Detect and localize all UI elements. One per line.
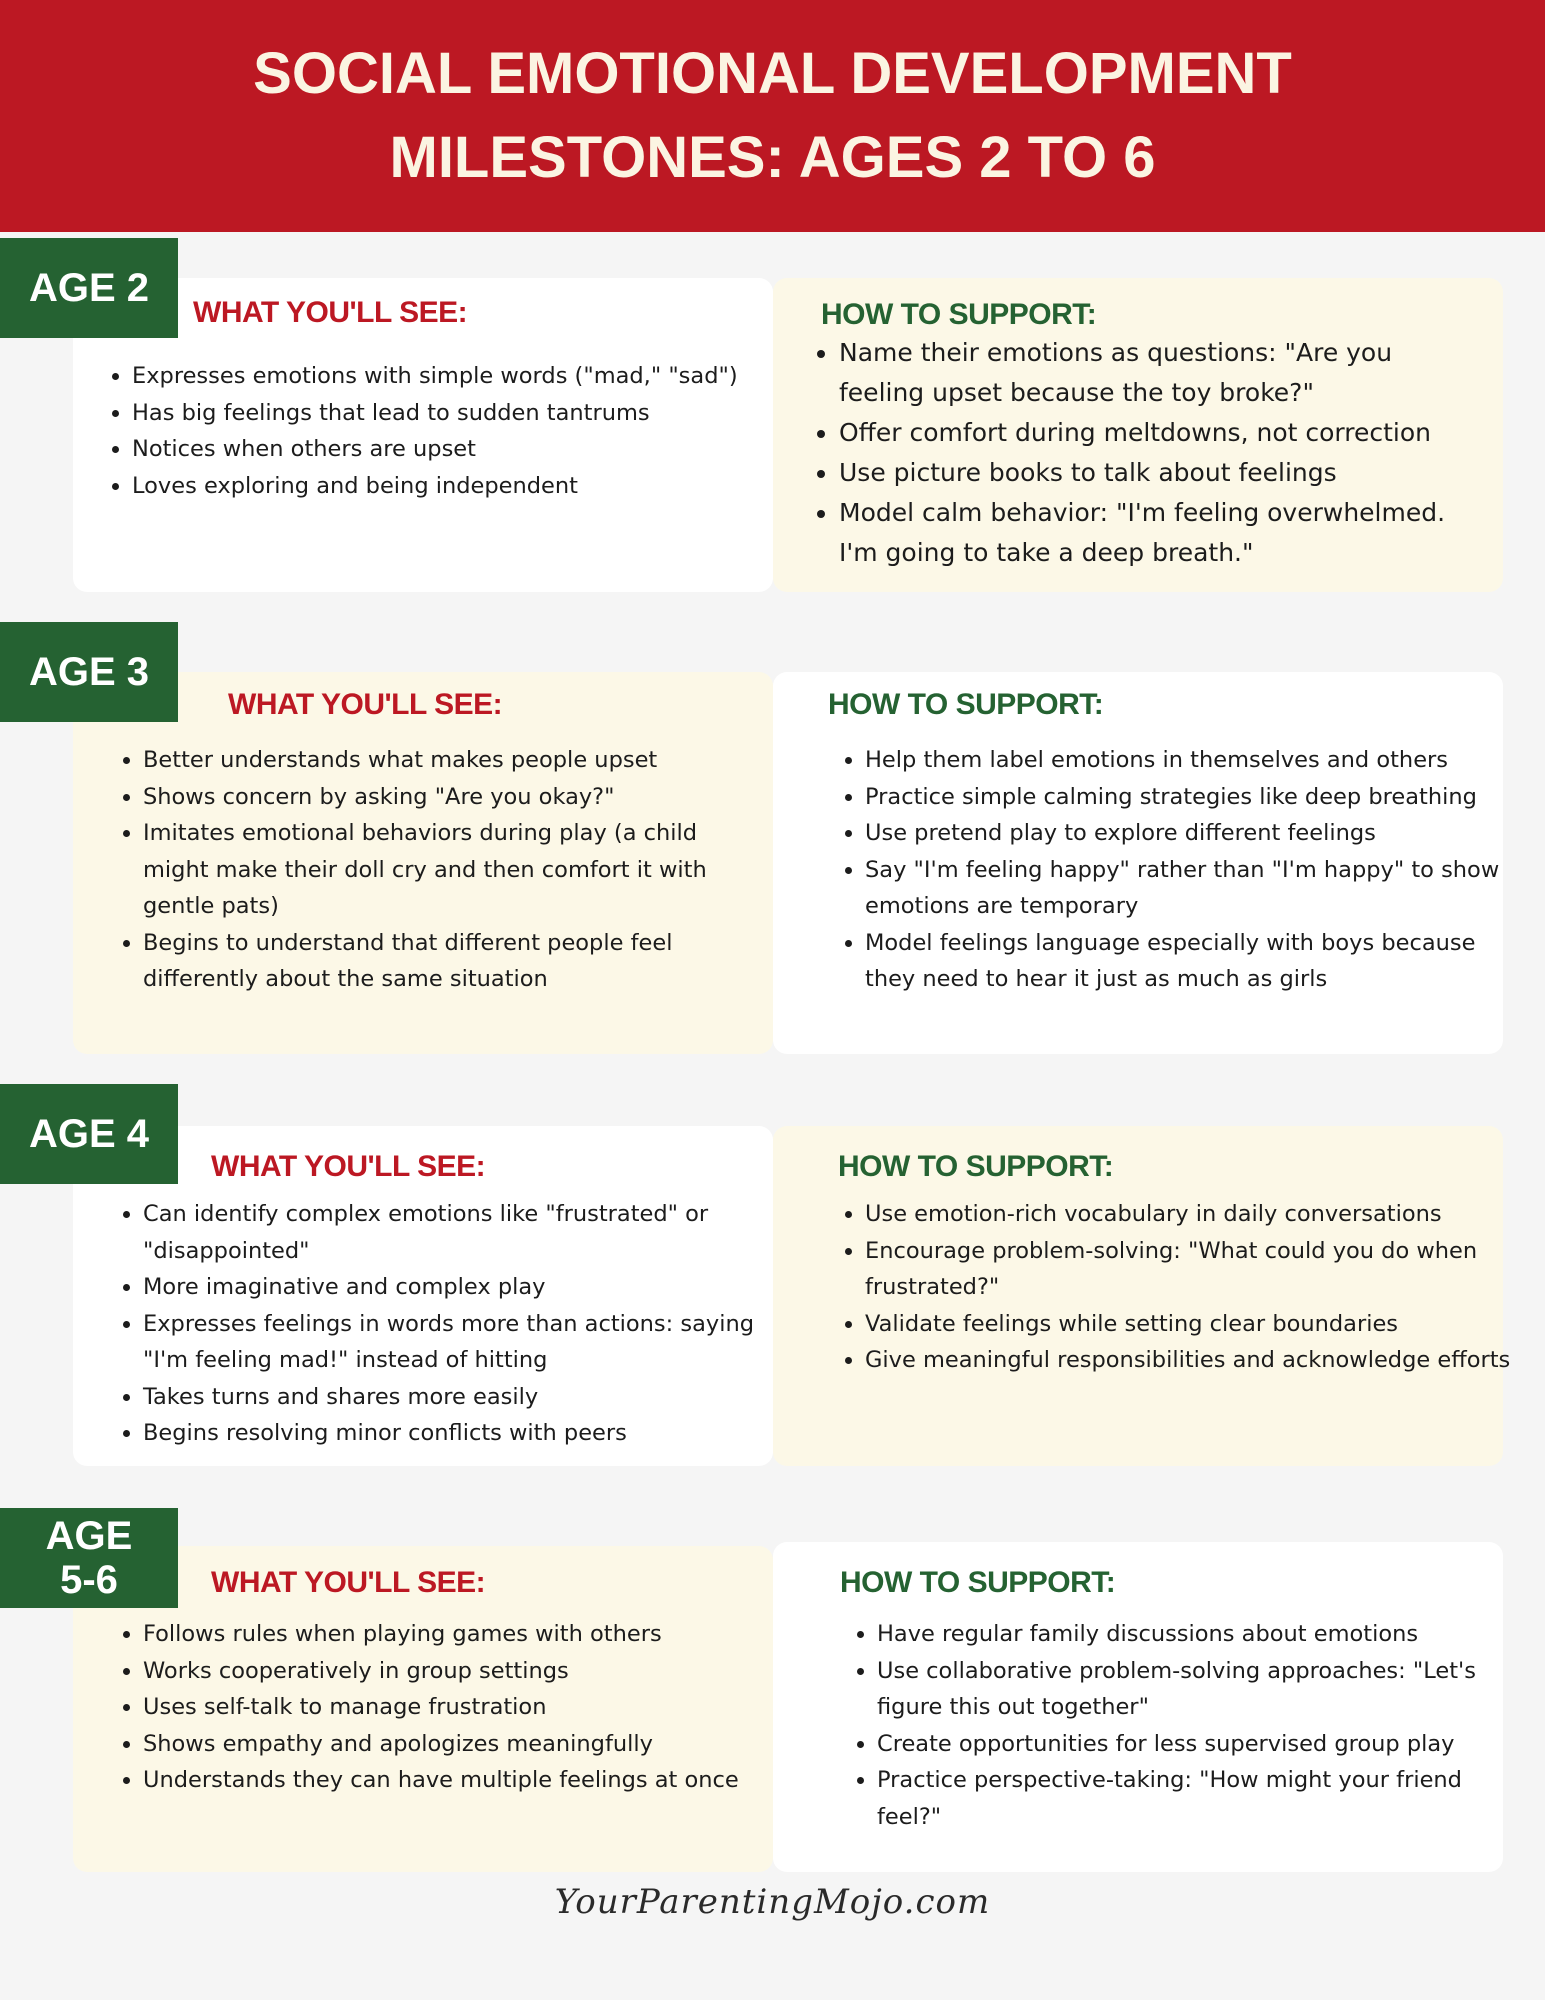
list-item: • Works cooperatively in group settings	[143, 1653, 763, 1690]
age-3-see-list	[113, 742, 763, 998]
list-item: • Say "I'm feeling happy" rather than "I'm happy" to show emotions are temporary	[865, 852, 1515, 925]
age-4-support-list	[835, 1196, 1515, 1379]
list-item: • Name their emotions as questions: "Are you feeling upset because the toy broke?"	[839, 333, 1479, 413]
list-item: • Begins resolving minor conflicts with peers	[143, 1415, 773, 1452]
list-item: • Create opportunities for less supervised group play	[877, 1726, 1507, 1763]
list-item: • Model calm behavior: "I'm feeling overwhelmed. I'm going to take a deep breath."	[839, 493, 1479, 573]
list-item: • Use pretend play to explore different feelings	[865, 815, 1515, 852]
list-item: • Use collaborative problem-solving approaches: "Let's figure this out together"	[877, 1653, 1507, 1726]
age-5-6-see-list	[113, 1616, 763, 1799]
age-5-6-support-list	[847, 1616, 1507, 1835]
list-item: • Better understands what makes people upset	[143, 742, 763, 779]
age-2-see-panel	[73, 278, 773, 592]
list-item: • Practice perspective-taking: "How might your friend feel?"	[877, 1762, 1507, 1835]
age-3-see-panel	[73, 672, 773, 1054]
list-item: • Loves exploring and being independent	[132, 468, 762, 505]
age-4-see-list	[113, 1196, 773, 1452]
age-4-support-heading: HOW TO SUPPORT:	[838, 1150, 1114, 1183]
age-tab-5-6	[0, 1508, 178, 1608]
page-title-line-1: SOCIAL EMOTIONAL DEVELOPMENT	[253, 41, 1292, 106]
list-item: • Shows concern by asking "Are you okay?"	[143, 779, 763, 816]
age-tab-label: AGE 5-6	[45, 1514, 133, 1602]
page-header	[0, 0, 1545, 232]
list-item: • Notices when others are upset	[132, 431, 762, 468]
list-item: • Understands they can have multiple feelings at once	[143, 1762, 763, 1799]
list-item: • Model feelings language especially with boys because they need to hear it just as much as girls	[865, 925, 1515, 998]
age-5-6-support-heading: HOW TO SUPPORT:	[840, 1566, 1116, 1599]
age-3-support-panel	[773, 672, 1503, 1054]
age-2-see-heading: WHAT YOU'LL SEE:	[193, 296, 468, 329]
list-item: • Takes turns and shares more easily	[143, 1379, 773, 1416]
list-item: • Have regular family discussions about emotions	[877, 1616, 1507, 1653]
footer-brand: YourParentingMojo.com	[554, 1882, 991, 1922]
list-item: • Expresses feelings in words more than actions: saying "I'm feeling mad!" instead of hitting	[143, 1306, 773, 1379]
list-item: • Imitates emotional behaviors during play (a child might make their doll cry and then comfort it with gentle pats)	[143, 815, 763, 925]
age-3-support-heading: HOW TO SUPPORT:	[828, 688, 1104, 721]
list-item: • Encourage problem-solving: "What could you do when frustrated?"	[865, 1233, 1515, 1306]
list-item: • Can identify complex emotions like "frustrated" or "disappointed"	[143, 1196, 773, 1269]
list-item: • Shows empathy and apologizes meaningfully	[143, 1726, 763, 1763]
list-item: • Offer comfort during meltdowns, not correction	[839, 413, 1479, 453]
age-2-support-heading: HOW TO SUPPORT:	[821, 298, 1097, 331]
age-5-6-see-panel	[73, 1546, 773, 1872]
list-item: • Expresses emotions with simple words ("mad," "sad")	[132, 358, 762, 395]
age-tab-3: AGE 3	[0, 622, 178, 722]
age-2-support-panel	[773, 278, 1503, 592]
list-item: • Follows rules when playing games with others	[143, 1616, 763, 1653]
list-item: • Begins to understand that different people feel differently about the same situation	[143, 925, 763, 998]
age-2-support-list	[809, 333, 1479, 573]
list-item: • Practice simple calming strategies like deep breathing	[865, 779, 1515, 816]
list-item: • Help them label emotions in themselves and others	[865, 742, 1515, 779]
list-item: • Give meaningful responsibilities and acknowledge efforts	[865, 1342, 1515, 1379]
age-5-6-support-panel	[773, 1542, 1503, 1872]
age-3-see-heading: WHAT YOU'LL SEE:	[228, 688, 503, 721]
list-item: • Uses self-talk to manage frustration	[143, 1689, 763, 1726]
age-4-see-heading: WHAT YOU'LL SEE:	[211, 1150, 486, 1183]
list-item: • Use emotion-rich vocabulary in daily conversations	[865, 1196, 1515, 1233]
age-4-support-panel	[773, 1126, 1511, 1466]
age-4-see-panel	[73, 1126, 773, 1466]
age-tab-2: AGE 2	[0, 238, 178, 338]
age-5-6-see-heading: WHAT YOU'LL SEE:	[211, 1566, 486, 1599]
age-3-support-list	[835, 742, 1515, 998]
age-tab-4: AGE 4	[0, 1084, 178, 1184]
list-item: • Validate feelings while setting clear boundaries	[865, 1306, 1515, 1343]
page-title-line-2: MILESTONES: AGES 2 TO 6	[389, 125, 1156, 190]
list-item: • More imaginative and complex play	[143, 1269, 773, 1306]
age-2-see-list	[102, 358, 762, 504]
list-item: • Has big feelings that lead to sudden tantrums	[132, 395, 762, 432]
list-item: • Use picture books to talk about feelings	[839, 453, 1479, 493]
